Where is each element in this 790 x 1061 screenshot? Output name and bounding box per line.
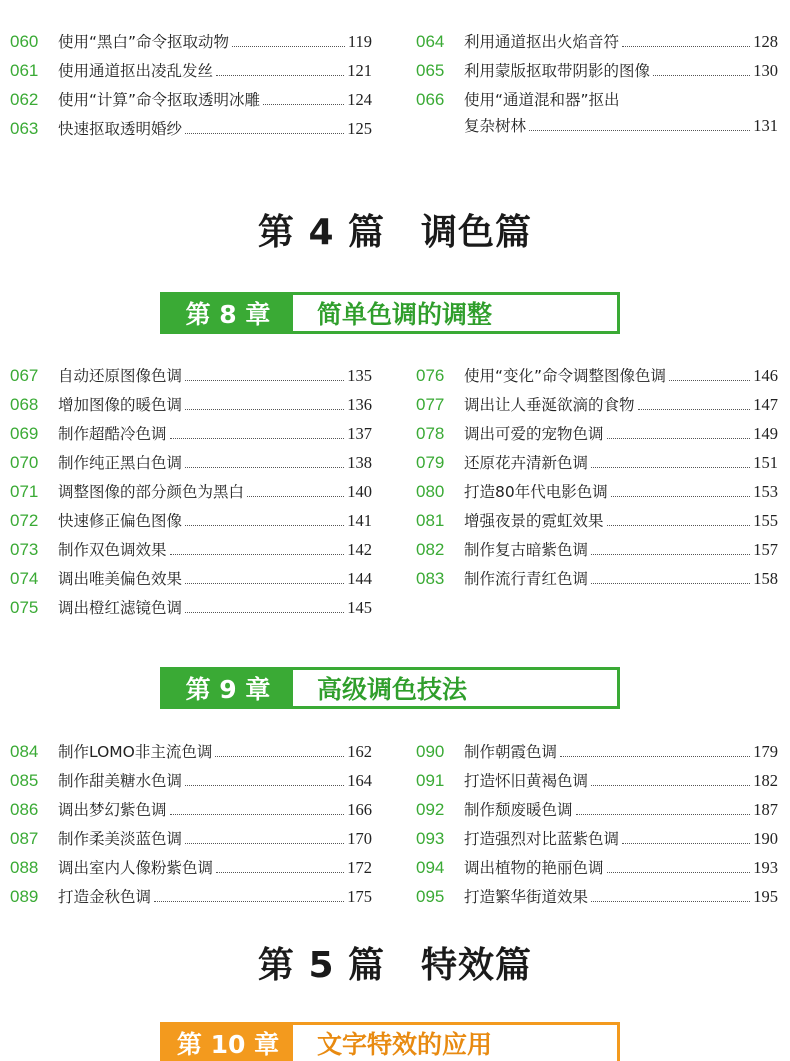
entry-page: 131 (753, 116, 778, 135)
entry-number: 068 (10, 395, 39, 414)
entry-page: 164 (347, 771, 372, 790)
entry-title: 打造强烈对比蓝紫色调 (464, 830, 620, 848)
leader-dots (653, 61, 750, 76)
entry-page: 151 (753, 453, 778, 472)
entry-title: 打造金秋色调 (58, 888, 152, 906)
entry-page: 130 (753, 61, 778, 80)
leader-dots (622, 32, 750, 47)
chapter-8-banner[interactable] (160, 292, 620, 334)
entry-title: 打造繁华街道效果 (464, 888, 589, 906)
toc-entry[interactable] (10, 567, 372, 593)
entry-title: 增加图像的暖色调 (58, 396, 183, 414)
top-right-column (416, 30, 778, 140)
toc-entry[interactable] (10, 88, 372, 114)
leader-dots (185, 395, 344, 410)
entry-number: 094 (416, 858, 445, 877)
entry-number: 095 (416, 887, 445, 906)
entry-page: 182 (753, 771, 778, 790)
entry-title: 制作复古暗紫色调 (464, 541, 589, 559)
entry-page: 190 (753, 829, 778, 848)
entry-number: 064 (416, 32, 445, 51)
entry-number: 078 (416, 424, 445, 443)
entry-page: 142 (347, 540, 372, 559)
entry-number: 070 (10, 453, 39, 472)
entry-number: 084 (10, 742, 39, 761)
entry-page: 147 (753, 395, 778, 414)
chapter-9-banner[interactable] (160, 667, 620, 709)
part-5-prefix: 第 5 篇 (257, 945, 386, 986)
toc-entry[interactable] (10, 856, 372, 882)
entry-title: 使用“变化”命令调整图像色调 (464, 367, 667, 385)
entry-title: 制作LOMO非主流色调 (58, 743, 213, 761)
entry-page: 162 (347, 742, 372, 761)
entry-number: 063 (10, 119, 39, 138)
entry-number: 062 (10, 90, 39, 109)
entry-title: 制作朝霞色调 (464, 743, 558, 761)
leader-dots (170, 800, 345, 815)
toc-entry[interactable] (416, 769, 778, 795)
entry-number: 072 (10, 511, 39, 530)
entry-title: 利用蒙版抠取带阴影的图像 (464, 62, 651, 80)
toc-entry[interactable] (416, 59, 778, 85)
entry-title: 调出让人垂涎欲滴的食物 (464, 396, 635, 414)
toc-entry[interactable] (10, 480, 372, 506)
entry-page: 179 (753, 742, 778, 761)
leader-dots (185, 771, 344, 786)
entry-number: 092 (416, 800, 445, 819)
toc-entry[interactable] (416, 827, 778, 853)
entry-page: 128 (753, 32, 778, 51)
entry-page: 149 (753, 424, 778, 443)
leader-dots (216, 858, 344, 873)
entry-title: 使用“黑白”命令抠取动物 (58, 33, 230, 51)
chapter-8-left-column (10, 364, 372, 624)
entry-page: 146 (753, 366, 778, 385)
toc-entry[interactable] (10, 393, 372, 419)
leader-dots (170, 540, 345, 555)
leader-dots (591, 569, 750, 584)
entry-title: 自动还原图像色调 (58, 367, 183, 385)
leader-dots (185, 569, 344, 584)
toc-entry[interactable] (10, 30, 372, 56)
leader-dots (560, 742, 750, 757)
toc-entry[interactable] (10, 596, 372, 622)
leader-dots (247, 482, 344, 497)
toc-entry[interactable] (416, 798, 778, 824)
toc-entry[interactable] (416, 740, 778, 766)
part-4-title (0, 204, 790, 255)
chapter-10-banner[interactable] (160, 1022, 620, 1061)
entry-title: 快速修正偏色图像 (58, 512, 183, 530)
entry-page: 136 (347, 395, 372, 414)
toc-entry[interactable] (416, 567, 778, 593)
leader-dots (170, 424, 345, 439)
entry-page: 153 (753, 482, 778, 501)
leader-dots (185, 829, 344, 844)
chapter-8-label: 第 8 章 (163, 295, 293, 331)
leader-dots (263, 90, 344, 105)
entry-number: 069 (10, 424, 39, 443)
leader-dots (185, 119, 344, 134)
toc-entry[interactable] (416, 88, 778, 140)
toc-entry[interactable] (10, 509, 372, 535)
leader-dots (622, 829, 750, 844)
entry-title: 制作超酷冷色调 (58, 425, 167, 443)
entry-number: 061 (10, 61, 39, 80)
entry-title: 增强夜景的霓虹效果 (464, 512, 604, 530)
entry-number: 091 (416, 771, 445, 790)
entry-title: 使用通道抠出凌乱发丝 (58, 62, 214, 80)
entry-number: 073 (10, 540, 39, 559)
entry-number: 065 (416, 61, 445, 80)
leader-dots (216, 61, 344, 76)
entry-page: 144 (347, 569, 372, 588)
toc-entry[interactable] (416, 856, 778, 882)
entry-page: 172 (347, 858, 372, 877)
chapter-9-name: 高级调色技法 (317, 675, 468, 704)
entry-title: 调出植物的艳丽色调 (464, 859, 604, 877)
part-5-title (0, 937, 790, 988)
entry-number: 067 (10, 366, 39, 385)
leader-dots (591, 540, 750, 555)
entry-page: 157 (753, 540, 778, 559)
toc-entry[interactable] (10, 422, 372, 448)
part-4-name: 调色篇 (421, 212, 533, 253)
entry-title: 制作流行青红色调 (464, 570, 589, 588)
chapter-10-name: 文字特效的应用 (317, 1030, 493, 1059)
entry-title: 制作柔美淡蓝色调 (58, 830, 183, 848)
toc-entry[interactable] (10, 538, 372, 564)
entry-page: 141 (347, 511, 372, 530)
entry-page: 138 (347, 453, 372, 472)
leader-dots (215, 742, 344, 757)
toc-entry[interactable] (416, 393, 778, 419)
leader-dots (591, 771, 750, 786)
entry-title: 使用“通道混和器”抠出 (464, 91, 620, 109)
entry-title: 调出橙红滤镜色调 (58, 599, 183, 617)
leader-dots (607, 858, 751, 873)
entry-number: 075 (10, 598, 39, 617)
entry-title: 快速抠取透明婚纱 (58, 120, 183, 138)
entry-number: 085 (10, 771, 39, 790)
entry-title: 调整图像的部分颜色为黑白 (58, 483, 245, 501)
entry-page: 187 (753, 800, 778, 819)
entry-page: 125 (347, 119, 372, 138)
entry-page: 166 (347, 800, 372, 819)
toc-entry[interactable] (10, 769, 372, 795)
leader-dots (576, 800, 751, 815)
toc-entry[interactable] (10, 451, 372, 477)
leader-dots (232, 32, 345, 47)
toc-entry[interactable] (416, 480, 778, 506)
entry-title: 打造怀旧黄褐色调 (464, 772, 589, 790)
leader-dots (669, 366, 750, 381)
entry-number: 088 (10, 858, 39, 877)
toc-entry[interactable] (416, 364, 778, 390)
entry-title: 制作甜美糖水色调 (58, 772, 183, 790)
entry-page: 137 (347, 424, 372, 443)
entry-number: 082 (416, 540, 445, 559)
entry-page: 121 (347, 61, 372, 80)
leader-dots (591, 887, 750, 902)
toc-entry[interactable] (10, 364, 372, 390)
leader-dots (591, 453, 750, 468)
entry-page: 119 (347, 32, 372, 51)
entry-number: 077 (416, 395, 445, 414)
entry-title: 使用“计算”命令抠取透明冰雕 (58, 91, 261, 109)
toc-entry[interactable] (416, 422, 778, 448)
leader-dots (185, 366, 344, 381)
chapter-9-right-column (416, 740, 778, 920)
toc-entry[interactable] (10, 59, 372, 85)
entry-page: 195 (753, 887, 778, 906)
leader-dots (607, 511, 751, 526)
entry-title: 调出唯美偏色效果 (58, 570, 183, 588)
toc-entry[interactable] (10, 827, 372, 853)
leader-dots (638, 395, 751, 410)
leader-dots (611, 482, 751, 497)
entry-title: 还原花卉清新色调 (464, 454, 589, 472)
entry-title: 调出室内人像粉紫色调 (58, 859, 214, 877)
chapter-9-left-column (10, 740, 372, 920)
entry-page: 145 (347, 598, 372, 617)
leader-dots (185, 453, 344, 468)
entry-number: 093 (416, 829, 445, 848)
entry-number: 076 (416, 366, 445, 385)
entry-number: 081 (416, 511, 445, 530)
entry-page: 158 (753, 569, 778, 588)
entry-title-continued: 复杂树林 (464, 117, 527, 135)
toc-entry[interactable] (416, 509, 778, 535)
entry-title: 打造80年代电影色调 (464, 483, 608, 501)
entry-title: 制作纯正黑白色调 (58, 454, 183, 472)
entry-number: 087 (10, 829, 39, 848)
toc-entry[interactable] (10, 798, 372, 824)
leader-dots (154, 887, 344, 902)
entry-number: 080 (416, 482, 445, 501)
entry-page: 140 (347, 482, 372, 501)
entry-title: 调出梦幻紫色调 (58, 801, 167, 819)
entry-page: 175 (347, 887, 372, 906)
toc-entry[interactable] (416, 30, 778, 56)
entry-number: 089 (10, 887, 39, 906)
entry-title: 调出可爱的宠物色调 (464, 425, 604, 443)
toc-entry[interactable] (416, 885, 778, 911)
leader-dots (185, 598, 344, 613)
toc-entry[interactable] (416, 451, 778, 477)
chapter-8-right-column (416, 364, 778, 604)
chapter-8-name: 简单色调的调整 (317, 300, 493, 329)
chapter-10-label: 第 10 章 (163, 1025, 293, 1061)
entry-page: 124 (347, 90, 372, 109)
entry-number: 090 (416, 742, 445, 761)
toc-entry[interactable] (10, 885, 372, 911)
entry-number: 079 (416, 453, 445, 472)
part-5-name: 特效篇 (421, 945, 533, 986)
chapter-9-label: 第 9 章 (163, 670, 293, 706)
entry-number: 083 (416, 569, 445, 588)
entry-number: 074 (10, 569, 39, 588)
entry-page: 135 (347, 366, 372, 385)
entry-title: 利用通道抠出火焰音符 (464, 33, 620, 51)
toc-entry[interactable] (10, 117, 372, 143)
entry-number: 066 (416, 90, 445, 109)
entry-page: 193 (753, 858, 778, 877)
entry-title: 制作颓废暖色调 (464, 801, 573, 819)
toc-entry[interactable] (10, 740, 372, 766)
entry-number: 086 (10, 800, 39, 819)
part-4-prefix: 第 4 篇 (257, 212, 386, 253)
leader-dots (185, 511, 344, 526)
top-left-column (10, 30, 372, 140)
entry-number: 060 (10, 32, 39, 51)
leader-dots (529, 116, 750, 131)
toc-entry[interactable] (416, 538, 778, 564)
entry-title: 制作双色调效果 (58, 541, 167, 559)
entry-number: 071 (10, 482, 39, 501)
leader-dots (607, 424, 751, 439)
entry-page: 155 (753, 511, 778, 530)
entry-page: 170 (347, 829, 372, 848)
